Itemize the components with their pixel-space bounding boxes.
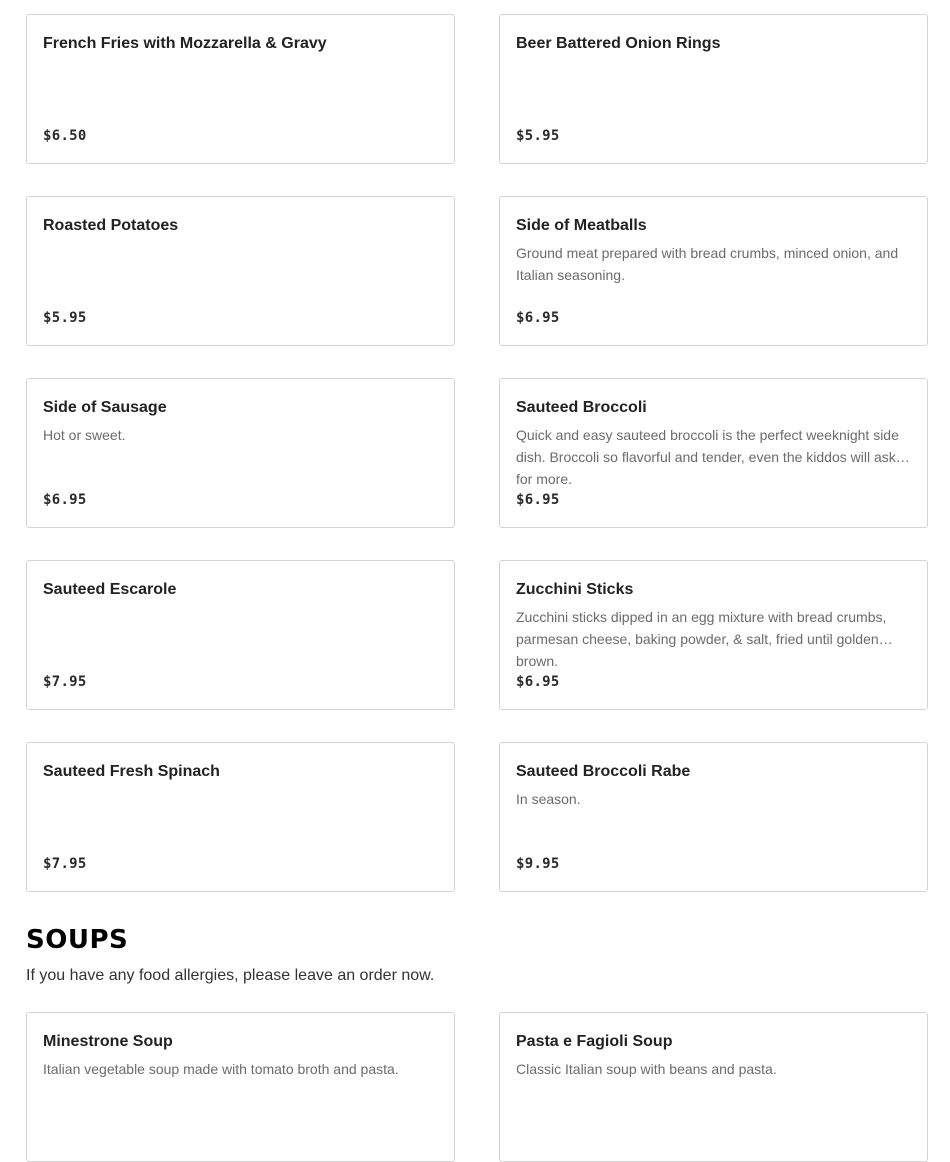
menu-item-name: Sauteed Fresh Spinach (43, 763, 220, 780)
menu-item-card[interactable] (499, 196, 928, 346)
menu-item-price: $7.95 (43, 674, 87, 690)
menu-item-description: Italian vegetable soup made with tomato broth and pasta. (43, 1061, 399, 1077)
menu-item-description: Hot or sweet. (43, 427, 126, 443)
menu-item-card[interactable] (499, 742, 928, 892)
menu-item-description: Quick and easy sauteed broccoli is the perfect weeknight side dish. Broccoli so flavorful and tender, even the kiddos will ask for more. (516, 427, 899, 487)
menu-item-name: Beer Battered Onion Rings (516, 35, 721, 52)
menu-item-price: $5.95 (516, 128, 560, 144)
menu-item-name: Sauteed Broccoli Rabe (516, 763, 691, 780)
menu-item-name: French Fries with Mozzarella & Gravy (43, 35, 327, 52)
soups-menu-grid (26, 1012, 928, 1162)
menu-item-card[interactable] (26, 1012, 455, 1162)
menu-item-price: $6.95 (43, 492, 87, 508)
menu-item-price: $5.95 (43, 310, 87, 326)
menu-item-name: Side of Sausage (43, 399, 167, 416)
menu-item-card[interactable] (26, 14, 455, 164)
menu-item-price: $9.95 (516, 856, 560, 872)
menu-item-price: $6.95 (516, 492, 560, 508)
sides-menu-grid (26, 14, 928, 892)
menu-item-card[interactable] (499, 14, 928, 164)
menu-item-card[interactable] (499, 1012, 928, 1162)
menu-item-description: Classic Italian soup with beans and pasta. (516, 1061, 777, 1077)
menu-item-price: $6.95 (516, 674, 560, 690)
menu-item-name: Sauteed Broccoli (516, 399, 647, 416)
menu-item-name: Pasta e Fagioli Soup (516, 1033, 673, 1050)
menu-item-name: Roasted Potatoes (43, 217, 179, 234)
menu-item-card[interactable] (26, 196, 455, 346)
menu-item-card[interactable] (26, 560, 455, 710)
menu-item-price: $7.95 (43, 856, 87, 872)
allergy-note: If you have any food allergies, please leave an order now. (26, 967, 435, 984)
menu-item-description: Zucchini sticks dipped in an egg mixture with bread crumbs, parmesan cheese, baking powder, & salt, fried until golden brown. (516, 609, 887, 669)
menu-item-price: $6.50 (43, 128, 87, 144)
menu-item-card[interactable] (26, 742, 455, 892)
menu-item-description: Ground meat prepared with bread crumbs, minced onion, and Italian seasoning. (516, 245, 899, 283)
section-title-soups: SOUPS (26, 925, 129, 955)
menu-item-card[interactable] (499, 560, 928, 710)
menu-item-name: Minestrone Soup (43, 1033, 173, 1050)
menu-item-description: In season. (516, 791, 581, 807)
menu-item-price: $6.95 (516, 310, 560, 326)
menu-item-name: Zucchini Sticks (516, 581, 634, 598)
menu-item-name: Sauteed Escarole (43, 581, 177, 598)
menu-item-card[interactable] (26, 378, 455, 528)
menu-item-card[interactable] (499, 378, 928, 528)
menu-item-name: Side of Meatballs (516, 217, 647, 234)
